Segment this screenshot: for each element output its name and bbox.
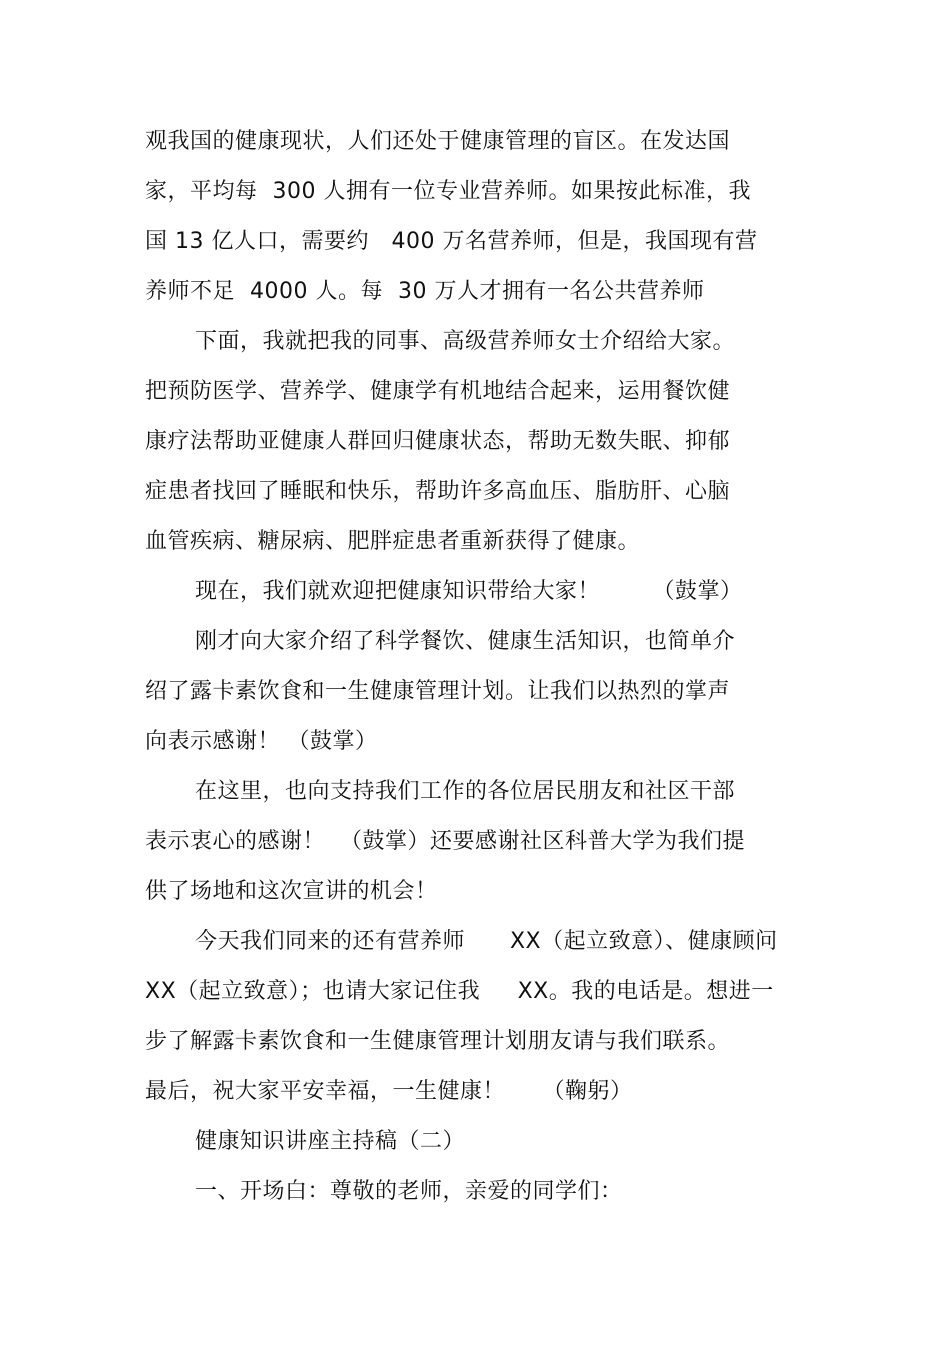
text-line: 一、开场白：尊敬的老师，亲爱的同学们： bbox=[195, 1179, 623, 1204]
text-line: 在这里，也向支持我们工作的各位居民朋友和社区干部 bbox=[195, 779, 736, 804]
text-line: 家，平均每 300 人拥有一位专业营养师。如果按此标准，我 bbox=[145, 179, 751, 204]
text-line: 把预防医学、营养学、健康学有机地结合起来，运用餐饮健 bbox=[145, 379, 731, 404]
text-line: 最后，祝大家平安幸福，一生健康！ （鞠躬） bbox=[145, 1079, 633, 1104]
text-line: 养师不足 4000 人。每 30 万人才拥有一名公共营养师 bbox=[145, 279, 705, 304]
text-line: 血管疾病、糖尿病、肥胖症患者重新获得了健康。 bbox=[145, 529, 641, 554]
text-line: 下面，我就把我的同事、高级营养师女士介绍给大家。 bbox=[195, 329, 736, 354]
text-line: 观我国的健康现状，人们还处于健康管理的盲区。在发达国 bbox=[145, 129, 731, 154]
text-line: 康疗法帮助亚健康人群回归健康状态，帮助无数失眠、抑郁 bbox=[145, 429, 731, 454]
text-line: XX（起立致意）；也请大家记住我 XX。我的电话是。想进一 bbox=[145, 979, 774, 1004]
text-line: 表示衷心的感谢！ （鼓掌）还要感谢社区科普大学为我们提 bbox=[145, 829, 745, 854]
text-line: 国 13 亿人口，需要约 400 万名营养师，但是，我国现有营 bbox=[145, 229, 758, 254]
text-line: 供了场地和这次宣讲的机会！ bbox=[145, 879, 438, 904]
text-line: 步了解露卡素饮食和一生健康管理计划朋友请与我们联系。 bbox=[145, 1029, 731, 1054]
text-line: 今天我们同来的还有营养师 XX（起立致意）、健康顾问 bbox=[195, 929, 778, 954]
text-line: 症患者找回了睡眠和快乐，帮助许多高血压、脂肪肝、心脑 bbox=[145, 479, 731, 504]
section-heading: 健康知识讲座主持稿（二） bbox=[195, 1129, 466, 1154]
text-line: 现在，我们就欢迎把健康知识带给大家！ （鼓掌） bbox=[195, 579, 743, 604]
text-line: 绍了露卡素饮食和一生健康管理计划。让我们以热烈的掌声 bbox=[145, 679, 731, 704]
text-line: 向表示感谢！ （鼓掌） bbox=[145, 729, 378, 754]
text-line: 刚才向大家介绍了科学餐饮、健康生活知识，也简单介 bbox=[195, 629, 736, 654]
